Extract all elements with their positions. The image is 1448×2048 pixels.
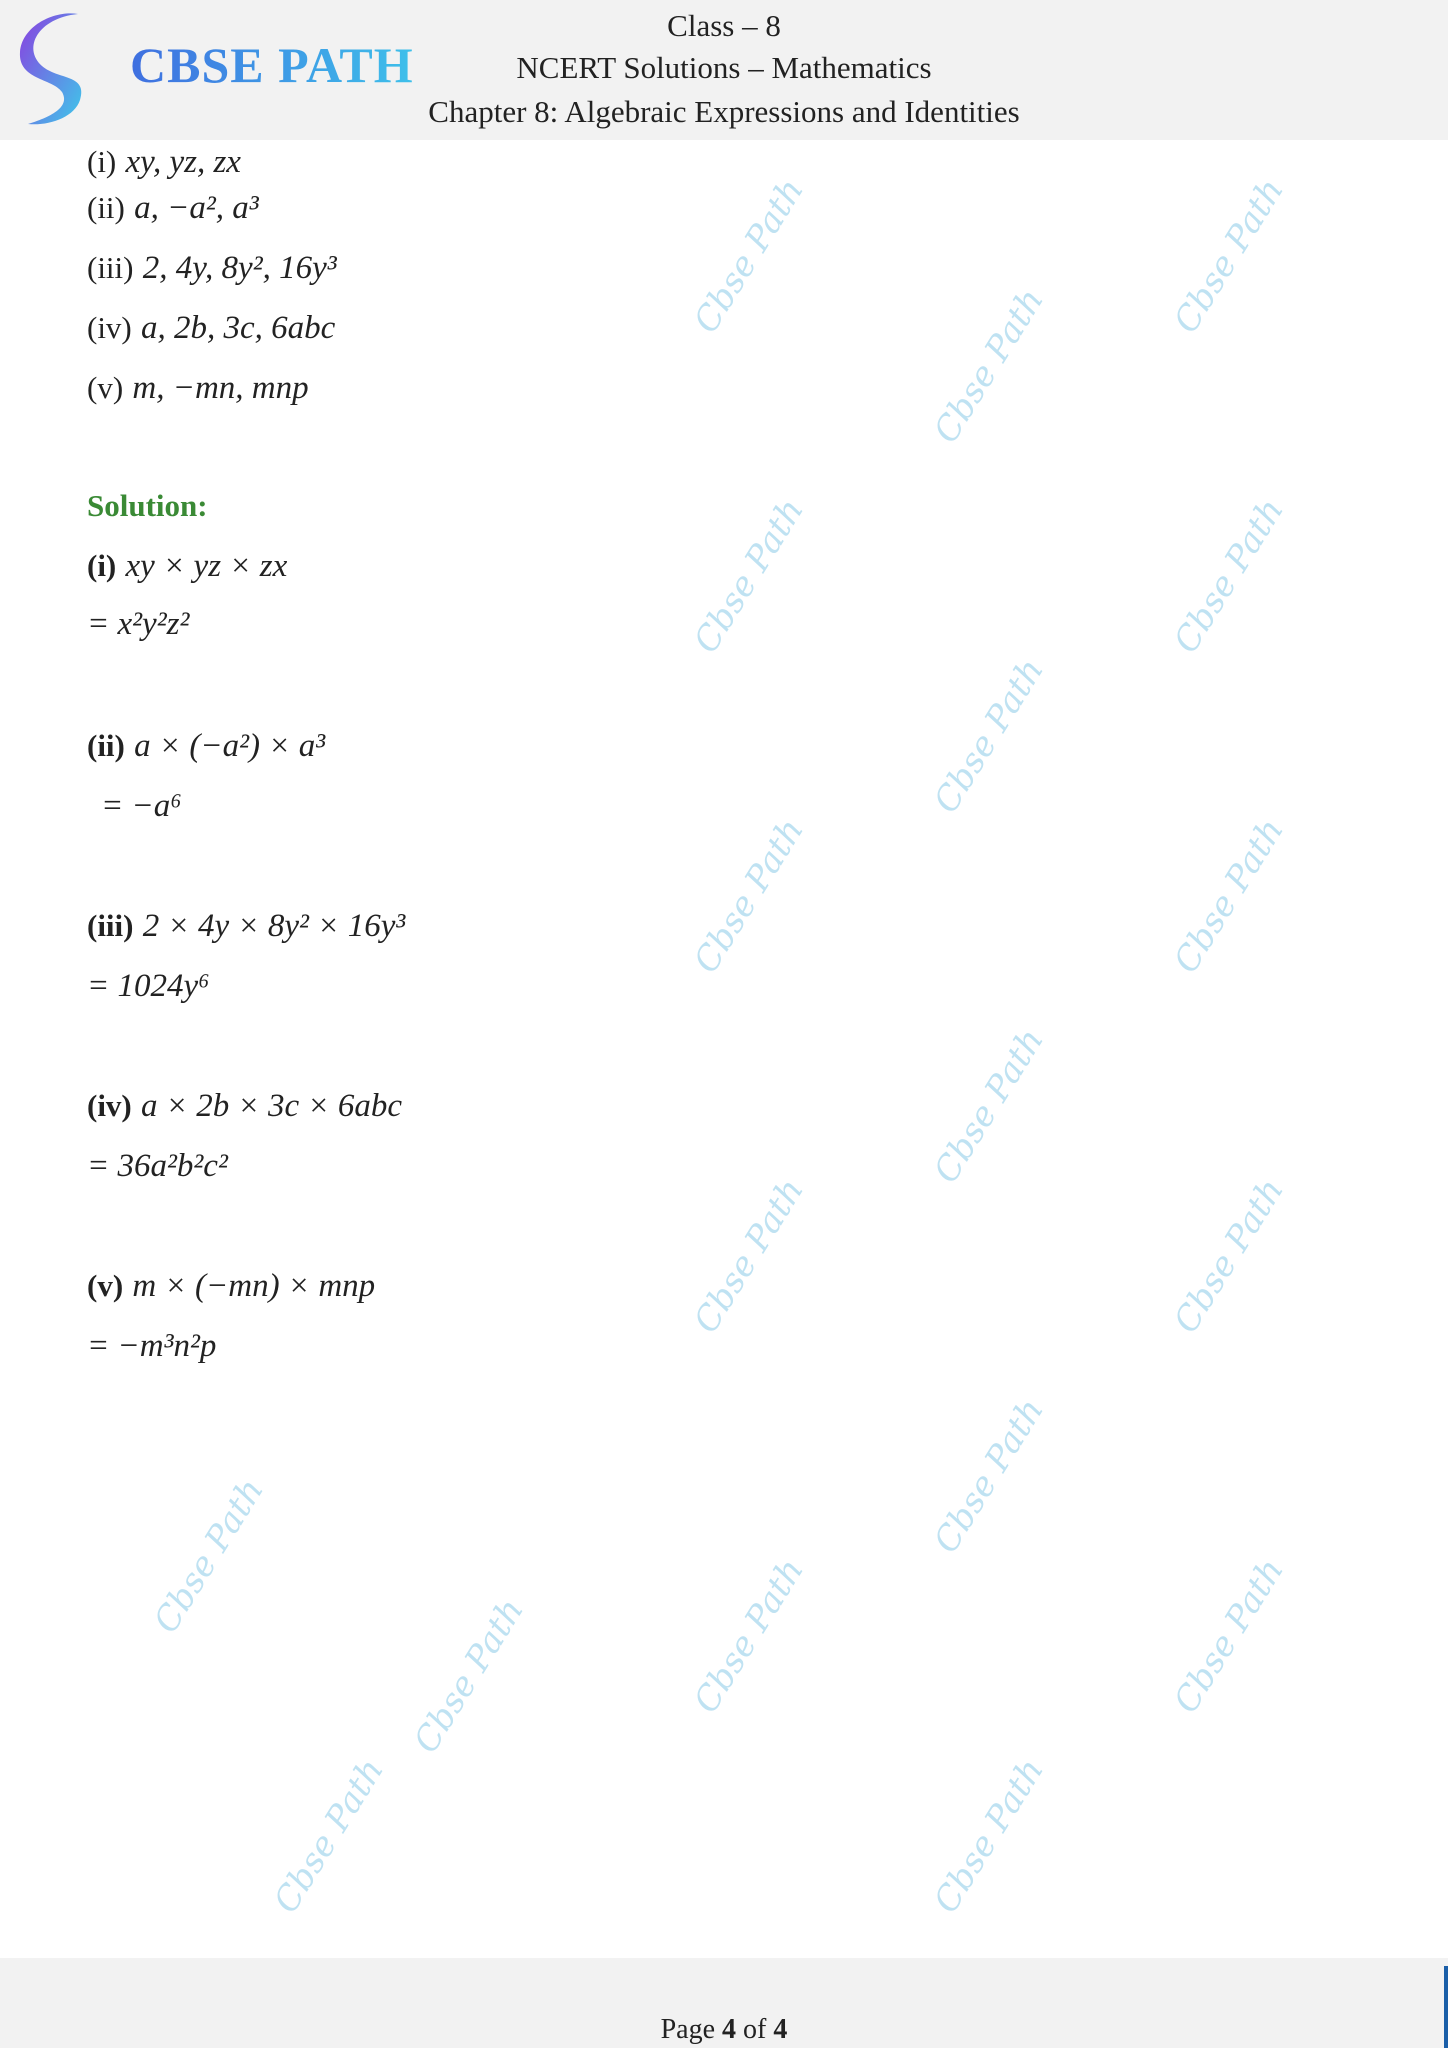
solution-step xyxy=(87,1088,402,1125)
item-label: (v) xyxy=(87,370,124,405)
step-expression: m × (−mn) × mnp xyxy=(132,1268,376,1304)
chapter-title: Chapter 8: Algebraic Expressions and Identities xyxy=(428,94,1020,129)
solution-step xyxy=(87,908,405,945)
item-expression: m, −mn, mnp xyxy=(132,370,309,406)
watermark-text: Cbse Path xyxy=(686,1171,812,1340)
watermark-text: Cbse Path xyxy=(266,1751,392,1920)
watermark-text: Cbse Path xyxy=(406,1591,532,1760)
item-expression: xy, yz, zx xyxy=(125,144,241,180)
watermark-text: Cbse Path xyxy=(926,281,1052,450)
step-label: (i) xyxy=(87,548,117,583)
item-expression: a, −a², a³ xyxy=(134,190,259,226)
page-prefix: Page xyxy=(660,2014,723,2045)
watermark-text: Cbse Path xyxy=(926,1021,1052,1190)
watermark-text: Cbse Path xyxy=(686,1551,812,1720)
step-expression: a × (−a²) × a³ xyxy=(134,728,326,764)
item-expression: 2, 4y, 8y², 16y³ xyxy=(142,250,337,286)
watermark-text: Cbse Path xyxy=(1166,1551,1292,1720)
item-label: (iv) xyxy=(87,310,132,345)
solution-result: = −m³n²p xyxy=(87,1328,217,1364)
edge-bar xyxy=(1444,1966,1448,2048)
watermark-text: Cbse Path xyxy=(686,491,812,660)
step-expression: 2 × 4y × 8y² × 16y³ xyxy=(142,908,406,944)
question-item xyxy=(87,370,309,407)
watermark-text: Cbse Path xyxy=(146,1471,272,1640)
watermark-text: Cbse Path xyxy=(1166,1171,1292,1340)
watermark-text: Cbse Path xyxy=(1166,491,1292,660)
step-label: (ii) xyxy=(87,728,125,763)
step-label: (iv) xyxy=(87,1088,132,1123)
solution-result: = x²y²z² xyxy=(87,606,190,642)
watermark-text: Cbse Path xyxy=(1166,171,1292,340)
question-item xyxy=(87,250,337,287)
solution-step xyxy=(87,548,287,585)
solution-step xyxy=(87,728,325,765)
item-label: (iii) xyxy=(87,250,134,285)
step-label: (v) xyxy=(87,1268,124,1303)
page-total: 4 xyxy=(773,2014,788,2045)
solution-result: = 1024y⁶ xyxy=(87,968,210,1004)
solution-heading: Solution: xyxy=(87,488,208,523)
solution-result: = −a⁶ xyxy=(101,788,182,824)
watermark-text: Cbse Path xyxy=(686,171,812,340)
question-item xyxy=(87,190,259,227)
solution-step xyxy=(87,1268,375,1305)
watermark-text: Cbse Path xyxy=(926,1751,1052,1920)
brand-name: CBSE PATH xyxy=(130,37,414,93)
item-label: (i) xyxy=(87,144,117,179)
watermark-text: Cbse Path xyxy=(1166,811,1292,980)
question-item xyxy=(87,144,241,181)
page-header xyxy=(0,0,1448,140)
watermark-text: Cbse Path xyxy=(686,811,812,980)
page-of: of xyxy=(736,2014,774,2045)
class-label: Class – 8 xyxy=(667,8,781,43)
item-label: (ii) xyxy=(87,190,125,225)
watermark-text: Cbse Path xyxy=(926,651,1052,820)
solution-result: = 36a²b²c² xyxy=(87,1148,228,1184)
subject-title: NCERT Solutions – Mathematics xyxy=(516,50,932,85)
step-label: (iii) xyxy=(87,908,134,943)
page-current: 4 xyxy=(722,2014,737,2045)
question-item xyxy=(87,310,335,347)
step-expression: xy × yz × zx xyxy=(125,548,288,584)
watermark-text: Cbse Path xyxy=(926,1391,1052,1560)
item-expression: a, 2b, 3c, 6abc xyxy=(140,310,336,346)
page-number xyxy=(0,2014,1448,2046)
step-expression: a × 2b × 3c × 6abc xyxy=(140,1088,403,1124)
